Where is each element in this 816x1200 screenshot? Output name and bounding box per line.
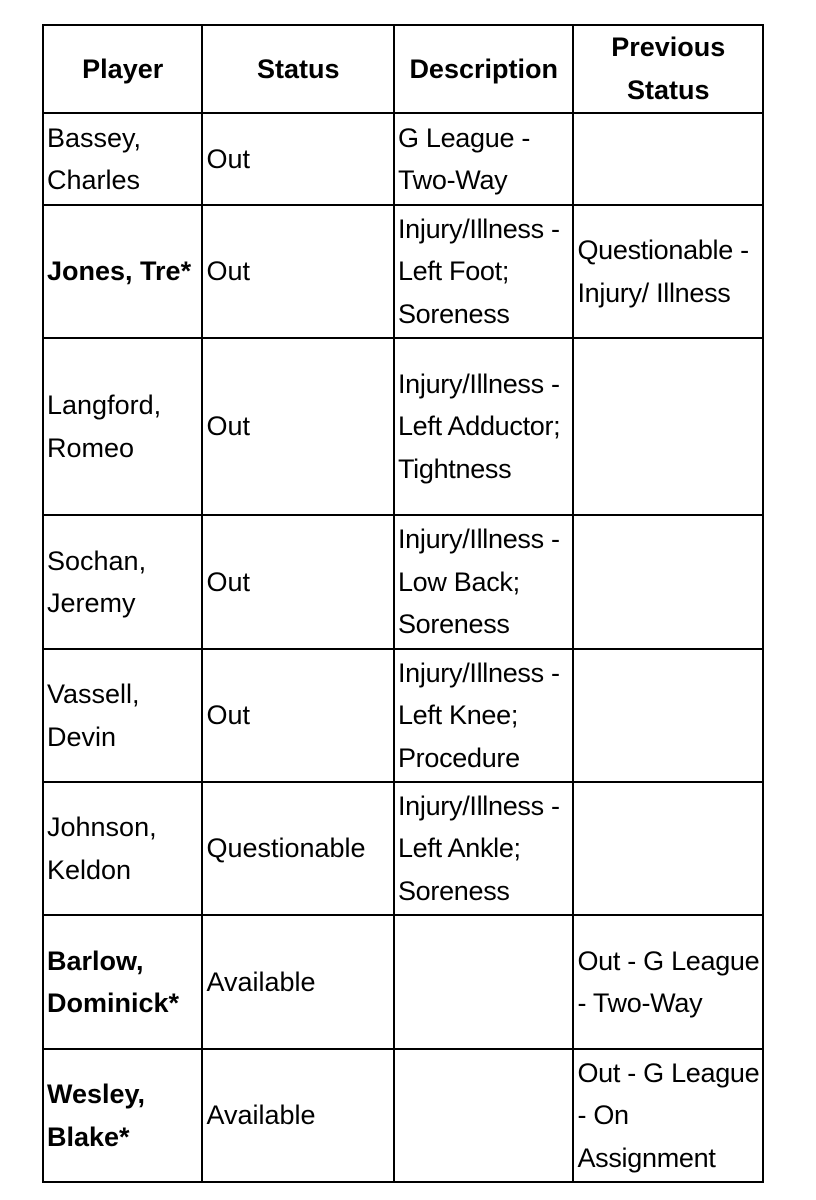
header-status: Status — [202, 25, 394, 113]
status-cell: Out — [202, 338, 394, 515]
table-row — [43, 205, 763, 338]
previous-status-cell — [573, 338, 763, 515]
description-cell: Injury/Illness - Left Knee; Procedure — [394, 649, 573, 782]
table-row — [43, 113, 763, 205]
status-cell: Questionable — [202, 782, 394, 915]
previous-status-cell — [573, 113, 763, 205]
player-cell: Jones, Tre* — [43, 205, 202, 338]
player-cell: Bassey, Charles — [43, 113, 202, 205]
status-cell: Available — [202, 915, 394, 1049]
player-cell: Langford, Romeo — [43, 338, 202, 515]
table-row — [43, 915, 763, 1049]
header-description: Description — [394, 25, 573, 113]
description-cell: Injury/Illness - Low Back; Soreness — [394, 515, 573, 649]
table-row — [43, 515, 763, 649]
status-cell: Available — [202, 1049, 394, 1182]
previous-status-cell: Out - G League - On Assignment — [573, 1049, 763, 1182]
player-cell: Sochan, Jeremy — [43, 515, 202, 649]
previous-status-cell: Out - G League - Two-Way — [573, 915, 763, 1049]
status-cell: Out — [202, 515, 394, 649]
player-cell: Barlow, Dominick* — [43, 915, 202, 1049]
player-cell: Vassell, Devin — [43, 649, 202, 782]
injury-report-table — [42, 24, 764, 1183]
description-cell — [394, 1049, 573, 1182]
previous-status-cell: Questionable - Injury/ Illness — [573, 205, 763, 338]
header-player: Player — [43, 25, 202, 113]
header-previous-status: Previous Status — [573, 25, 763, 113]
table-row — [43, 338, 763, 515]
description-cell: Injury/Illness - Left Adductor; Tightness — [394, 338, 573, 515]
header-row — [43, 25, 763, 113]
status-cell: Out — [202, 113, 394, 205]
previous-status-cell — [573, 782, 763, 915]
player-cell: Johnson, Keldon — [43, 782, 202, 915]
status-cell: Out — [202, 205, 394, 338]
table-row — [43, 782, 763, 915]
previous-status-cell — [573, 649, 763, 782]
player-cell: Wesley, Blake* — [43, 1049, 202, 1182]
description-cell: Injury/Illness - Left Ankle; Soreness — [394, 782, 573, 915]
table-row — [43, 1049, 763, 1182]
status-cell: Out — [202, 649, 394, 782]
description-cell: G League - Two-Way — [394, 113, 573, 205]
previous-status-cell — [573, 515, 763, 649]
table-row — [43, 649, 763, 782]
description-cell — [394, 915, 573, 1049]
description-cell: Injury/Illness - Left Foot; Soreness — [394, 205, 573, 338]
